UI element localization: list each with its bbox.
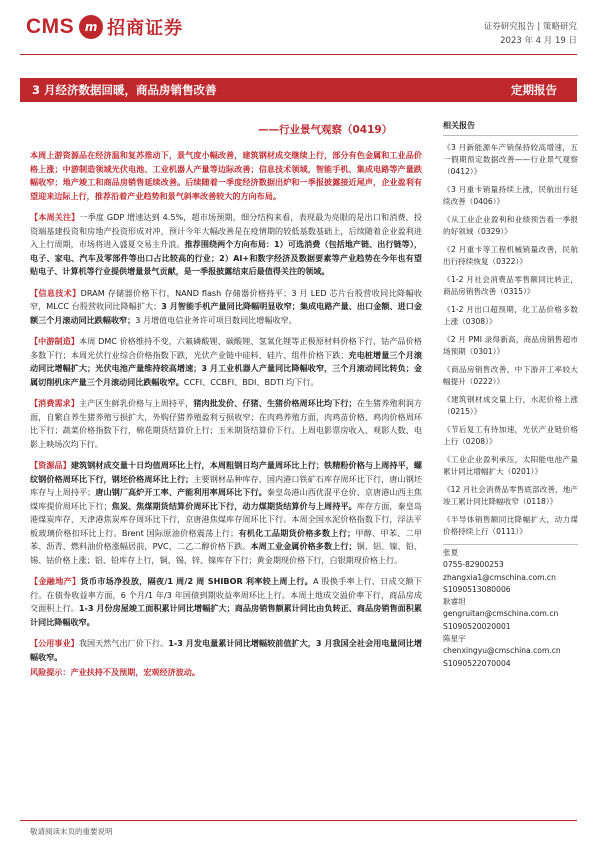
analyst-name: 陈星宇 — [443, 634, 466, 644]
related-report-link[interactable]: 《12 月社会消费品零售底部改善，地产竣工累计同比降幅收窄（0118）》 — [443, 485, 578, 506]
report-subtitle: ——行业景气观察（0419） — [258, 124, 393, 136]
section-bold-text: 货币市场净投放，隔夜/1 周/2 周 SHIBOR 利率较上周上行。 — [80, 576, 314, 586]
intro-paragraph: 本周上游资源品在经济温和复苏推动下，景气度小幅改善，建筑钢材成交继续上行，部分有色金属和工业品价格上涨；中游制造领域光伏电池、工业机器人产量等边际改善；信息技术领域，智能手机、集成电路等产量跌幅收窄；地产竣工和商品房销售延续改善。后续随着一季度经济数据出炉和一季报披露接近尾声，企业盈利有望迎来边际上行，推荐沿着产业趋势和景气斜率改善较大的方向布局。 — [30, 150, 422, 201]
section-label: 【消费需求】 — [30, 398, 80, 408]
section-bold-text: 猪肉批发价、仔猪、生猪价格周环比均下行； — [193, 398, 357, 408]
section-text: 我国天然气出厂价下行。 — [78, 638, 169, 648]
section-text: 本周 DMC 价格维持不变，六氟磷酸锂、碳酸锂、氢氧化锂等正极原材料价格下行，钴产品价格多数下行；本周光伏行业综合价格指数下跌，光伏产业链中硅料、硅片、组件价格下跌； — [30, 336, 422, 360]
section-bold-text: 有机化工品期货价格多数上行； — [238, 527, 356, 538]
section-resources — [30, 459, 422, 567]
main-body — [30, 149, 422, 680]
related-report-link[interactable]: 《建筑钢材成交量上行，水泥价格上涨（0215）》 — [443, 395, 578, 416]
section-label: 【本周关注】 — [30, 212, 80, 222]
related-report-link[interactable]: 《商品房销售改善，中下游开工率较大幅提升（0222）》 — [443, 365, 578, 386]
related-report-link[interactable]: 《1-2 月出口超预期，化工品价格多数上涨（0308）》 — [443, 305, 578, 326]
section-label: 【中游制造】 — [30, 336, 80, 346]
related-report-link[interactable]: 《3 月重卡销量持续上涨，民航出行延续改善（0406）》 — [443, 185, 578, 206]
logo-mark-icon: m — [79, 15, 103, 39]
section-bold-text: 建筑钢材成交量十日均值周环比上行，本周粗钢日均产量周环比上行；铁精粉价格与上周持平，螺纹钢价格周环比下行，钢坯价格周环比上行； — [30, 460, 422, 484]
related-report-link[interactable]: 《2 月 PMI 录得新高，商品房销售超市场预期（0301）》 — [443, 335, 578, 356]
section-bold-text: 焦炭、焦煤期货结算价周环比下行，动力煤期货结算价与上周持平。 — [111, 500, 357, 511]
company-logo — [26, 14, 183, 40]
header-divider — [20, 54, 577, 55]
analyst-cert: S1090522070004 — [443, 658, 511, 668]
footer-note: 敬请阅读末页的重要说明 — [30, 827, 113, 836]
footer-divider — [20, 820, 577, 821]
report-date: 2023 年 4 月 19 日 — [500, 36, 577, 46]
analyst-cert: S1090520020001 — [443, 621, 511, 631]
analyst-cert: S1090513080006 — [443, 584, 511, 594]
analyst-name: 张夏 — [443, 548, 459, 557]
analyst-email[interactable]: zhangxia1@cmschina.com.cn — [443, 572, 556, 582]
report-tag: 定期报告 — [511, 83, 557, 97]
related-report-link[interactable]: 《1-2 月社会消费品零售额同比转正，商品房销售改善（0315）》 — [443, 275, 578, 296]
section-bold-text: 1-3 月份房屋竣工面积累计同比增幅扩大；商品房销售额累计同比由负转正、商品房销售面积累计同比降幅收窄。 — [30, 603, 422, 627]
section-finance-realestate — [30, 575, 422, 629]
related-report-link[interactable]: 《半导体销售额同比降幅扩大，动力煤价格持续上行（0111）》 — [443, 515, 578, 536]
section-bold-text: 推荐围绕两个方向布局：1）可选消费（包括地产链、出行链等），电子、家电、汽车及零部件等出口占比较高的行业；2）AI+和数字经济及数据要素等产业趋势在今年也有望贴电子、计算机等行业提供增量景气贡献，是一季报披露结束后最值得关注的领域。 — [30, 239, 422, 276]
section-bold-text: 3 月智能手机产量同比降幅明显收窄；集成电路产量、出口金额、进口金额三个月滚动同比跌幅收窄； — [30, 301, 423, 325]
analyst-email[interactable]: gengruitan@cmschina.com.cn — [443, 609, 559, 619]
logo-text-cn: 招商证券 — [107, 18, 184, 39]
section-label: 【公用事业】 — [30, 638, 79, 648]
section-text: 主要钢材品种库存、国内港口铁矿石库存周环比下行，唐山钢坯库存与上周持平； — [30, 473, 422, 497]
section-label: 【信息技术】 — [30, 287, 81, 298]
section-bold-text: 唐山钢厂高炉开工率、产能利用率周环比下行。 — [95, 487, 267, 497]
section-bold-text: 1-3 月发电量累计同比增幅较前值扩大，3 月我国全社会用电量同比增幅收窄。 — [30, 638, 422, 662]
page-header — [0, 0, 595, 56]
related-report-link[interactable]: 《节后复工有待加速，光伏产业链价格上行（0208）》 — [443, 425, 578, 446]
section-text: 库存方面，秦皇岛港煤炭库存、天津港焦炭库存周环比下行，京唐港焦煤库存周环比下行。本周全国水泥价格指数下行，浮法平板玻璃价格扣环比上行。Brent 国际原油价格震荡上行； — [30, 500, 422, 538]
related-report-link[interactable]: 《3 月新能源车产销保持较高增速，五一假期预定数据改善——行业景气观察（0412）》 — [443, 143, 578, 176]
section-label: 【金融地产】 — [30, 576, 81, 586]
related-report-link[interactable]: 《2 月重卡等工程机械销量改善，民航出行持续恢复（0322）》 — [443, 245, 578, 266]
section-info-tech — [30, 287, 422, 328]
section-label: 【资源品】 — [30, 460, 71, 470]
related-reports-list — [443, 142, 578, 538]
section-bold-text: 充电桩增量三个月滚动同比增幅扩大；光伏电池产量维持较高增速；3 月工业机器人产量同比降幅收窄，三个月滚动同比转负；金属切削机床产量三个月滚动同比跌幅收窄。 — [30, 349, 422, 387]
analyst-email[interactable]: chenxingyu@cmschina.com.cn — [443, 646, 561, 656]
section-text: CCFI、CCBFI、BDI、BDTI 均下行。 — [183, 376, 319, 387]
section-midstream-manufacturing — [30, 335, 422, 389]
related-report-link[interactable]: 《工业企业盈利承压，太阳能电池产量累计同比增幅扩大（0201）》 — [443, 455, 578, 476]
header-meta — [484, 20, 577, 48]
section-text: 3 月增值电信业务许可项目数同比增幅收窄。 — [135, 314, 297, 325]
section-text: 在生猪养殖利润方面，自繁自养生猪养殖亏损扩大，外购仔猪养殖盈利亏损收窄；在肉鸡养殖方面，肉鸡苗价格、鸡肉价格周环比下行；蔬菜价格指数下行，棉花期货结算价上行；玉米期货结算价下行。上周电影票房收入、观影人数、电影上映场次均下行。 — [30, 398, 422, 449]
related-report-link[interactable]: 《从工业企业盈利和业绩预告看一季报的好领域（0329）》 — [443, 215, 578, 236]
report-title: 3 月经济数据回暖，商品房销售改善 — [32, 83, 217, 97]
analyst-list — [443, 544, 578, 670]
section-text: 甲醇、甲苯、二甲苯、沥青、燃料油价格涨幅居前，PVC、二乙二醇价格下跌。 — [30, 527, 422, 551]
sidebar — [443, 120, 578, 670]
section-text: 铜、铝、镍、铅、锡、钴价格上涨；铝、铅库存上行，铜、锡、锌、镍库存下行；黄金期现价格下行，白银期现价格上行。 — [30, 541, 422, 565]
analyst-phone: 0755-82900253 — [443, 560, 504, 570]
section-consumer-demand — [30, 397, 422, 451]
section-weekly-focus — [30, 211, 422, 279]
report-type: 证券研究报告 | 策略研究 — [483, 22, 577, 32]
risk-warning: 风险提示：产业扶持不及预期，宏观经济波动。 — [30, 667, 200, 677]
section-text: 主产区生鲜乳价格与上周持平， — [79, 398, 194, 408]
section-bold-text: 本周工业金属价格多数上行； — [250, 541, 357, 551]
analyst-name: 耿睿坦 — [443, 597, 466, 607]
section-text: 一季度 GDP 增速达到 4.5%，超市场预期，细分结构来看，表现最为亮眼的是出口和消费，投资端基建投资和房地产投资形成对冲，预计今年大幅改善是在疫情期的较低基数基础上，后续随着企业盈利进入上行周期，市场将进入盛夏交易主升浪。 — [30, 212, 422, 249]
related-reports-heading: 相关报告 — [443, 120, 578, 136]
section-text: A 股换手率上行，日成交额下行。在债券收益率方面，6 个月/1 年/3 年国债到期收益率周环比上行。本周土地成交溢价率下行，商品房成交面积上行。 — [30, 576, 422, 613]
section-text: 秦皇岛港山西优混平仓价、京唐港山西主焦煤库提价周环比下行； — [30, 487, 422, 511]
section-text: DRAM 存储器价格下行，NAND flash 存储器价格持平；3 月 LED 芯片台股营收同比降幅收窄，MLCC 台股营收同比降幅扩大； — [30, 287, 422, 311]
section-utilities — [30, 637, 422, 664]
title-bar — [20, 78, 577, 102]
logo-text-en: CMS — [26, 15, 75, 38]
